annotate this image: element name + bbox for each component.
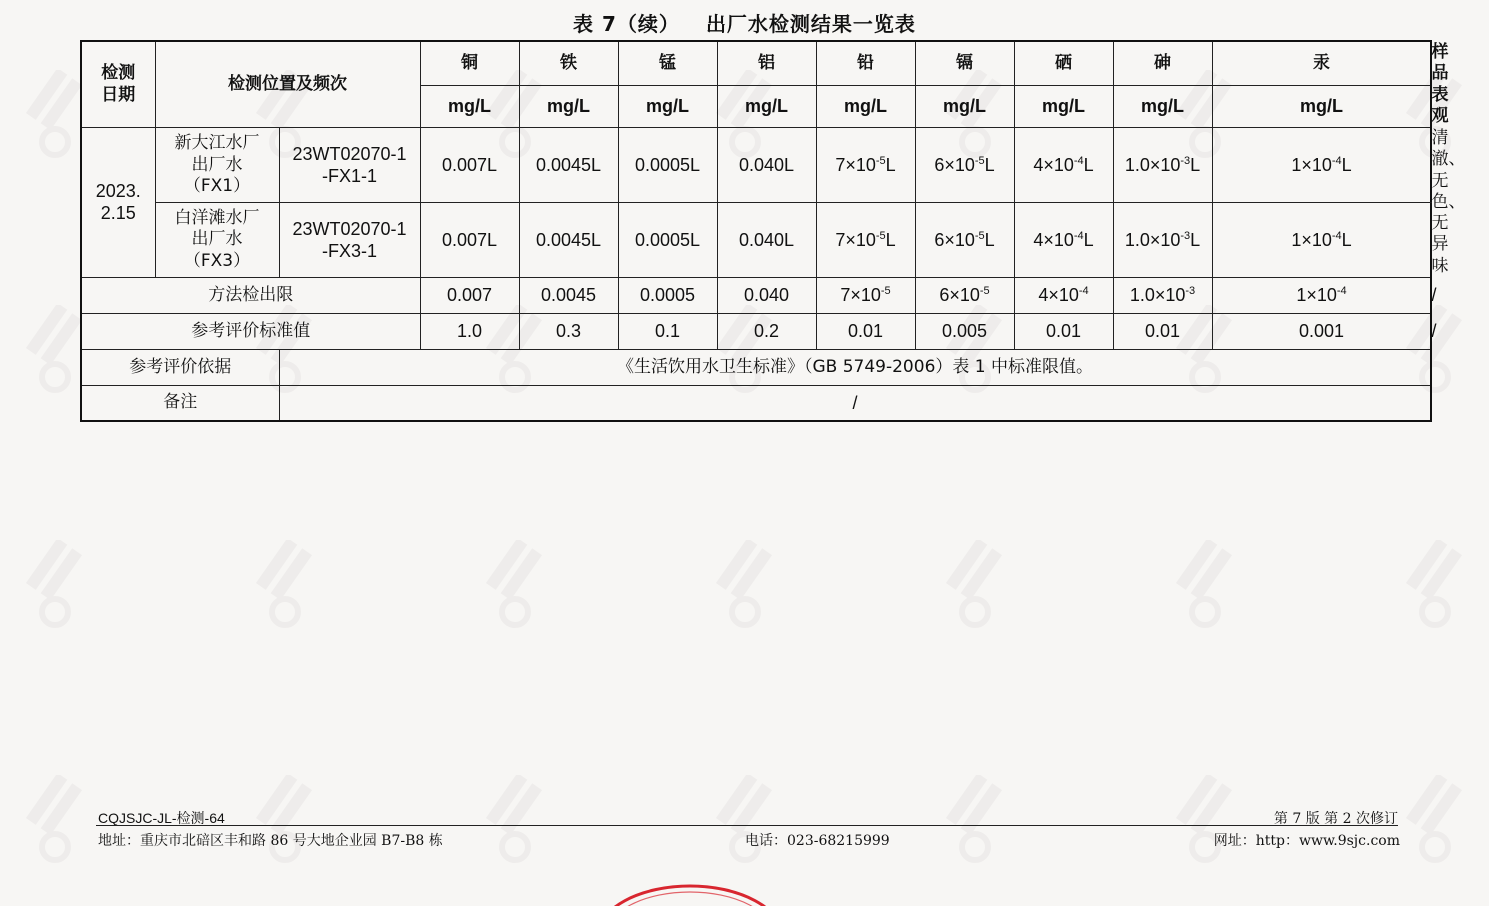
header-element: 锰 bbox=[618, 41, 717, 85]
header-element: 铜 bbox=[420, 41, 519, 85]
header-element: 铝 bbox=[717, 41, 816, 85]
footer-website: 网址：http：www.9sjc.com bbox=[1213, 833, 1400, 849]
basis-label: 参考评价依据 bbox=[81, 349, 279, 385]
remark-text: / bbox=[279, 385, 1431, 421]
result-value: $6\times 10^{-5}L$ bbox=[915, 128, 1014, 203]
standard-value-label: 参考评价标准值 bbox=[81, 313, 420, 349]
result-value: $1\times 10^{-4}L$ bbox=[1212, 128, 1431, 203]
watermark-logo bbox=[470, 775, 560, 865]
limit-value: $4\times 10^{-4}$ bbox=[1014, 277, 1113, 313]
header-element: 铁 bbox=[519, 41, 618, 85]
table-name: 出厂水检测结果一览表 bbox=[705, 12, 916, 36]
table-row-sample-2 bbox=[81, 203, 1431, 277]
header-element: 砷 bbox=[1113, 41, 1212, 85]
header-unit: mg/L bbox=[618, 85, 717, 127]
result-value: 0.040L bbox=[717, 128, 816, 203]
limit-value: $1.0\times 10^{-3}$ bbox=[1113, 277, 1212, 313]
result-value: 0.007L bbox=[420, 203, 519, 277]
seal-icon bbox=[590, 876, 790, 906]
watermark-logo bbox=[240, 540, 330, 630]
table-row-standard-value: 参考评价标准值 1.0 0.3 0.1 0.2 0.01 0.005 0.01 0.01 0.001 / bbox=[81, 313, 1431, 349]
red-seal-stamp bbox=[590, 876, 790, 906]
standard-value: 0.3 bbox=[519, 313, 618, 349]
footer-phone: 电话：023-68215999 bbox=[745, 833, 890, 849]
watermark-logo bbox=[930, 540, 1020, 630]
header-location: 检测位置及频次 bbox=[155, 41, 420, 128]
result-value: $4\times 10^{-4}L$ bbox=[1014, 128, 1113, 203]
header-unit: mg/L bbox=[915, 85, 1014, 127]
header-unit: mg/L bbox=[717, 85, 816, 127]
result-value: $1.0\times 10^{-3}L$ bbox=[1113, 203, 1212, 277]
limit-value: 0.0005 bbox=[618, 277, 717, 313]
results-table bbox=[80, 40, 1466, 422]
table-number: 表 7（续） bbox=[573, 12, 680, 36]
document-code: CQJSJC-JL-检测-64 bbox=[98, 810, 225, 826]
result-value: 0.0045L bbox=[519, 128, 618, 203]
header-element: 硒 bbox=[1014, 41, 1113, 85]
sample-location: 新大江水厂 出厂水 （FX1） bbox=[155, 128, 279, 203]
result-value: 0.0005L bbox=[618, 203, 717, 277]
standard-value: 0.01 bbox=[1014, 313, 1113, 349]
limit-value: 0.0045 bbox=[519, 277, 618, 313]
table-row-sample-1: 2023. 2.15 新大江水厂 出厂水 （FX1） 23WT02070-1 -FX1-1 0.007L 0.0045L 0.0005L 0.040L $7\times 10^{-5}L$ $6\times 10^{-5}L$ $4\times 10^{-4}L$ $1.0\times 10^{-3}L$ $1\times 10^{-4}L$ 清澈、无色、 无异味 bbox=[81, 128, 1431, 203]
detection-limit-label: 方法检出限 bbox=[81, 277, 420, 313]
table-title bbox=[0, 8, 1489, 37]
sample-date: 2023. 2.15 bbox=[81, 128, 155, 278]
table-row-detection-limit: 方法检出限 0.007 0.0045 0.0005 0.040 $7\times 10^{-5}$ $6\times 10^{-5}$ $4\times 10^{-4}$ $1.0\times 10^{-3}$ $1\times 10^{-4}$ / bbox=[81, 277, 1431, 313]
limit-value: 0.040 bbox=[717, 277, 816, 313]
result-value: 0.040L bbox=[717, 203, 816, 277]
header-date: 检测 日期 bbox=[81, 41, 155, 128]
table-row-remark bbox=[81, 385, 1431, 421]
header-element: 镉 bbox=[915, 41, 1014, 85]
table-row-basis bbox=[81, 349, 1431, 385]
result-value: $4\times 10^{-4}L$ bbox=[1014, 203, 1113, 277]
standard-value: 0.01 bbox=[816, 313, 915, 349]
watermark-logo bbox=[10, 775, 100, 865]
footer-address: 地址：重庆市北碚区丰和路 86 号大地企业园 B7-B8 栋 bbox=[98, 833, 443, 849]
limit-value: $6\times 10^{-5}$ bbox=[915, 277, 1014, 313]
header-unit: mg/L bbox=[1212, 85, 1431, 127]
header-unit: mg/L bbox=[1014, 85, 1113, 127]
limit-value: 0.007 bbox=[420, 277, 519, 313]
result-value: 0.007L bbox=[420, 128, 519, 203]
result-value: $1\times 10^{-4}L$ bbox=[1212, 203, 1431, 277]
result-value: $7\times 10^{-5}L$ bbox=[816, 128, 915, 203]
footer-divider bbox=[96, 825, 1398, 826]
result-value: 0.0045L bbox=[519, 203, 618, 277]
standard-value: 0.01 bbox=[1113, 313, 1212, 349]
header-unit: mg/L bbox=[420, 85, 519, 127]
watermark-logo bbox=[1160, 540, 1250, 630]
watermark-logo bbox=[1390, 775, 1480, 865]
watermark-logo bbox=[700, 540, 790, 630]
header-row-elements: 检测 日期 检测位置及频次 铜 铁 锰 铝 铅 镉 硒 砷 汞 样品表观 bbox=[81, 41, 1431, 85]
header-element: 汞 bbox=[1212, 41, 1431, 85]
header-unit: mg/L bbox=[1113, 85, 1212, 127]
result-value: 0.0005L bbox=[618, 128, 717, 203]
watermark-logo bbox=[470, 540, 560, 630]
watermark-logo bbox=[930, 775, 1020, 865]
watermark-logo bbox=[240, 775, 330, 865]
watermark-logo bbox=[1390, 540, 1480, 630]
standard-value: 0.005 bbox=[915, 313, 1014, 349]
basis-text: 《生活饮用水卫生标准》（GB 5749-2006）表 1 中标准限值。 bbox=[279, 349, 1431, 385]
header-unit: mg/L bbox=[519, 85, 618, 127]
standard-value: 0.1 bbox=[618, 313, 717, 349]
result-value: $1.0\times 10^{-3}L$ bbox=[1113, 128, 1212, 203]
result-value: $6\times 10^{-5}L$ bbox=[915, 203, 1014, 277]
limit-value: $1\times 10^{-4}$ bbox=[1212, 277, 1431, 313]
sample-id: 23WT02070-1 -FX1-1 bbox=[279, 128, 420, 203]
remark-label: 备注 bbox=[81, 385, 279, 421]
header-unit: mg/L bbox=[816, 85, 915, 127]
watermark-logo bbox=[10, 540, 100, 630]
result-value: $7\times 10^{-5}L$ bbox=[816, 203, 915, 277]
standard-value: 1.0 bbox=[420, 313, 519, 349]
header-element: 铅 bbox=[816, 41, 915, 85]
sample-location: 白洋滩水厂 出厂水 （FX3） bbox=[155, 203, 279, 277]
standard-value: 0.001 bbox=[1212, 313, 1431, 349]
limit-value: $7\times 10^{-5}$ bbox=[816, 277, 915, 313]
document-revision: 第 7 版 第 2 次修订 bbox=[1273, 811, 1398, 827]
standard-value: 0.2 bbox=[717, 313, 816, 349]
watermark-logo bbox=[700, 775, 790, 865]
sample-id: 23WT02070-1 -FX3-1 bbox=[279, 203, 420, 277]
watermark-logo bbox=[1160, 775, 1250, 865]
